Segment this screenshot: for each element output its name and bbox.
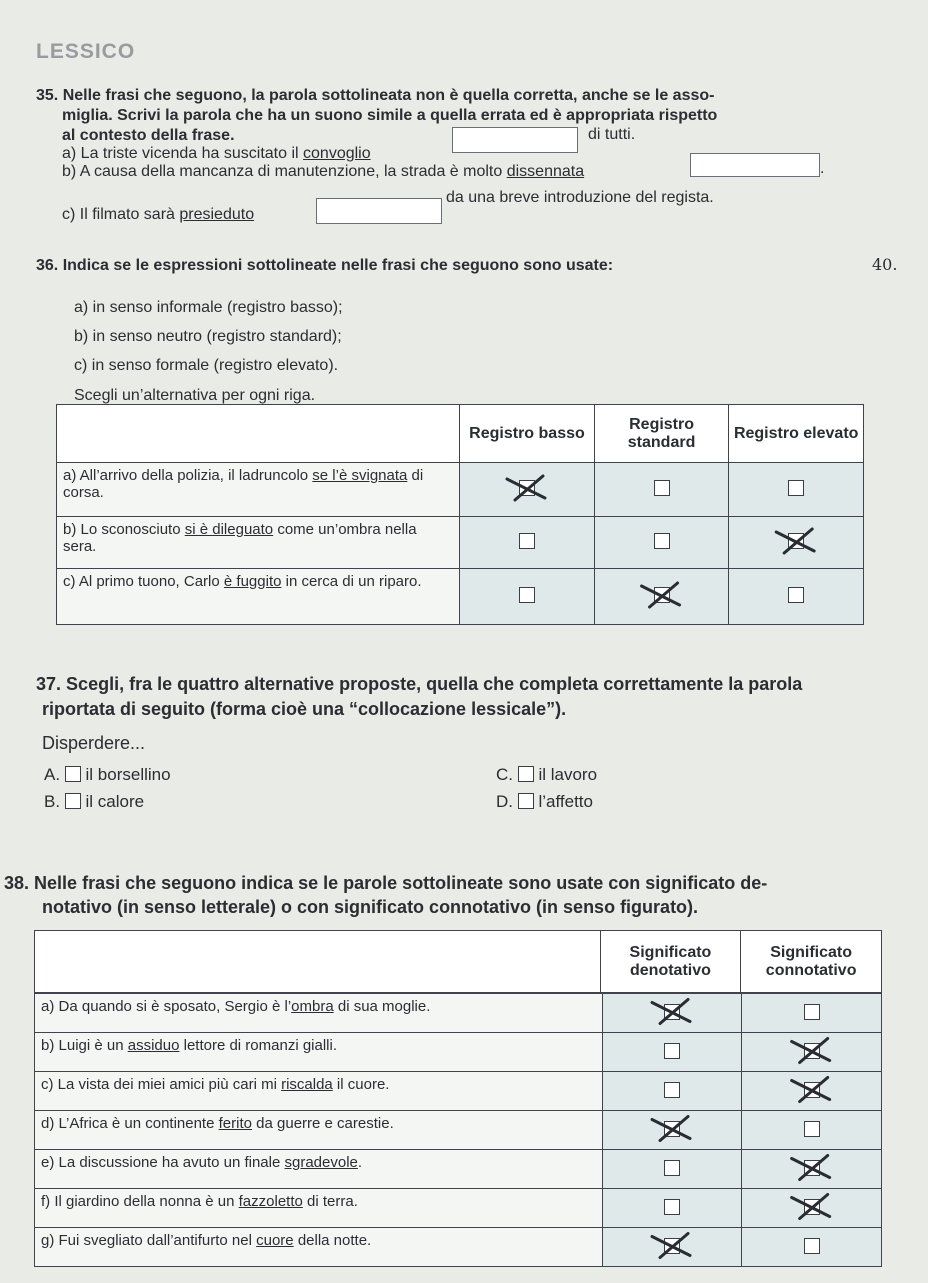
q35-c-post: da una breve introduzione del regista. (446, 189, 714, 206)
q35-a-answer-field[interactable] (452, 127, 578, 153)
q38-b-denotativo[interactable] (602, 1033, 742, 1072)
q38-a-connotativo[interactable] (742, 994, 882, 1033)
q38-table (34, 930, 882, 993)
table-row (35, 1228, 882, 1267)
row-text: g) Fui svegliato dall’antifurto nel (41, 1232, 257, 1249)
table-row (35, 1072, 882, 1111)
checkbox[interactable] (664, 1238, 680, 1254)
checkbox[interactable] (804, 1082, 820, 1098)
row-text: a) All’arrivo della polizia, il ladruncolo (63, 467, 313, 484)
checkbox[interactable] (804, 1238, 820, 1254)
q38-c-denotativo[interactable] (602, 1072, 742, 1111)
checkbox[interactable] (664, 1004, 680, 1020)
q37-instruction-line1: Scegli, fra le quattro alternative proposte, quella che completa correttamente la parola (66, 674, 803, 694)
q36-number: 36. (36, 257, 59, 274)
row-text: b) Luigi è un (41, 1037, 128, 1054)
q35-item-a (62, 145, 371, 163)
q38-b-connotativo[interactable] (742, 1033, 882, 1072)
q38-e-connotativo[interactable] (742, 1150, 882, 1189)
q37-option-b[interactable] (44, 792, 144, 812)
checkbox[interactable] (519, 533, 535, 549)
q38-row-f-label (35, 1189, 603, 1228)
checkbox[interactable] (518, 766, 534, 782)
checkbox[interactable] (654, 587, 670, 603)
q38-row-d-label (35, 1111, 603, 1150)
table-row (35, 1150, 882, 1189)
q37-option-a[interactable] (44, 765, 171, 785)
q35-b-text: b) A causa della mancanza di manutenzione, la strada è molto (62, 163, 503, 180)
q35-number: 35. (36, 87, 59, 104)
checkbox[interactable] (518, 793, 534, 809)
option-text: il lavoro (538, 765, 598, 784)
q37-prompt: Disperdere... (42, 733, 146, 753)
q35-b-post: . (820, 160, 825, 177)
q35-instruction-line2: miglia. Scrivi la parola che ha un suono simile a quella errata ed è appropriata rispetto (62, 107, 718, 124)
q35-item-c (62, 206, 254, 224)
q36-header-empty (57, 405, 460, 463)
row-text: f) Il giardino della nonna è un (41, 1193, 239, 1210)
q37-instruction-line2: riportata di seguito (forma cioè una “collocazione lessicale”). (42, 699, 567, 719)
q37-number: 37. (36, 674, 62, 694)
table-row (57, 569, 864, 625)
row-text: d) L’Africa è un continente (41, 1115, 219, 1132)
option-text: il borsellino (85, 765, 171, 784)
q38-header-empty (35, 931, 601, 993)
row-text: come un’ombra nella sera. (63, 521, 417, 555)
row-text: in cerca di un riparo. (281, 573, 422, 590)
checkbox[interactable] (65, 766, 81, 782)
row-word: ombra (291, 998, 334, 1015)
row-text: da guerre e carestie. (251, 1115, 394, 1132)
q36-a-elevato[interactable] (729, 463, 864, 517)
checkbox[interactable] (788, 533, 804, 549)
q38-row-g-label (35, 1228, 603, 1267)
q36-option-a: a) in senso informale (registro basso); (74, 299, 343, 316)
q38-d-denotativo[interactable] (602, 1111, 742, 1150)
q36-b-basso[interactable] (460, 517, 595, 569)
table-row (35, 1189, 882, 1228)
checkbox[interactable] (664, 1160, 680, 1176)
q38-header-denotativo: Significato denotativo (600, 931, 741, 993)
row-text: di corsa. (63, 467, 424, 501)
q35-c-text: c) Il filmato sarà (62, 206, 175, 223)
q35-a-post: di tutti. (588, 126, 636, 143)
option-letter: D. (496, 792, 513, 811)
row-word: assiduo (127, 1037, 180, 1054)
q38-row-e-label (35, 1150, 603, 1189)
q36-c-elevato[interactable] (729, 569, 864, 625)
row-word: se l’è svignata (312, 467, 408, 484)
q38-row-a-label (35, 994, 603, 1033)
q36-choose: Scegli un’alternativa per ogni riga. (74, 387, 316, 404)
q35-instruction-line1: Nelle frasi che seguono, la parola sottolineata non è quella corretta, anche se le asso- (62, 87, 715, 104)
row-word: cuore (256, 1232, 294, 1249)
row-word: ferito (218, 1115, 252, 1132)
checkbox[interactable] (804, 1004, 820, 1020)
q35-a-word: convoglio (303, 145, 371, 162)
row-text: il cuore. (332, 1076, 390, 1093)
q35-b-answer-field[interactable] (690, 153, 820, 177)
row-word: riscalda (281, 1076, 333, 1093)
q36-c-basso[interactable] (460, 569, 595, 625)
row-word: fazzoletto (238, 1193, 303, 1210)
q36-option-b: b) in senso neutro (registro standard); (74, 328, 342, 345)
q38-number: 38. (4, 873, 30, 893)
table-row (35, 1033, 882, 1072)
row-text: di terra. (302, 1193, 358, 1210)
checkbox[interactable] (788, 587, 804, 603)
q38-d-connotativo[interactable] (742, 1111, 882, 1150)
row-text: di sua moglie. (333, 998, 431, 1015)
table-row (35, 1111, 882, 1150)
q35-instruction (36, 87, 714, 105)
row-word: è fuggito (223, 573, 282, 590)
checkbox[interactable] (804, 1199, 820, 1215)
row-text: b) Lo sconosciuto (63, 521, 185, 538)
q37-option-c[interactable] (496, 765, 597, 785)
q36-header-elevato: Registro elevato (729, 405, 864, 463)
q37-option-d[interactable] (496, 792, 593, 812)
checkbox[interactable] (788, 480, 804, 496)
q36-instruction (36, 257, 613, 275)
row-text: c) La vista dei miei amici più cari mi (41, 1076, 282, 1093)
checkbox[interactable] (664, 1199, 680, 1215)
option-letter: C. (496, 765, 513, 784)
q36-row-b-label (57, 517, 460, 569)
q38-g-denotativo[interactable] (602, 1228, 742, 1267)
row-text: c) Al primo tuono, Carlo (63, 573, 224, 590)
checkbox[interactable] (804, 1043, 820, 1059)
checkbox[interactable] (804, 1121, 820, 1137)
option-text: l’affetto (538, 792, 593, 811)
q38-row-c-label (35, 1072, 603, 1111)
q35-b-word: dissennata (506, 163, 585, 180)
q35-instruction-line3: al contesto della frase. (62, 127, 235, 144)
table-row (57, 463, 864, 517)
row-text: . (357, 1154, 363, 1171)
q38-row-b-label (35, 1033, 603, 1072)
q38-g-connotativo[interactable] (742, 1228, 882, 1267)
row-text: lettore di romanzi gialli. (179, 1037, 338, 1054)
section-title: LESSICO (36, 40, 136, 63)
q38-instruction-line1: Nelle frasi che seguono indica se le parole sottolineate sono usate con significato de- (34, 873, 768, 893)
q36-a-standard[interactable] (594, 463, 729, 517)
q38-a-denotativo[interactable] (602, 994, 742, 1033)
checkbox[interactable] (519, 587, 535, 603)
q38-header-connotativo: Significato connotativo (741, 931, 882, 993)
checkbox[interactable] (519, 480, 535, 496)
option-letter: A. (44, 765, 61, 784)
q36-row-c-label (57, 569, 460, 625)
checkbox[interactable] (65, 793, 81, 809)
q36-row-a-label (57, 463, 460, 517)
q38-instruction (4, 873, 767, 894)
checkbox[interactable] (664, 1121, 680, 1137)
checkbox[interactable] (654, 533, 670, 549)
option-text: il calore (85, 792, 145, 811)
margin-note: 40. (872, 255, 898, 274)
checkbox[interactable] (664, 1082, 680, 1098)
checkbox[interactable] (664, 1043, 680, 1059)
row-text: della notte. (293, 1232, 372, 1249)
q36-b-standard[interactable] (594, 517, 729, 569)
checkbox[interactable] (654, 480, 670, 496)
q35-a-text: a) La triste vicenda ha suscitato il (62, 145, 299, 162)
table-row (35, 994, 882, 1033)
q38-e-denotativo[interactable] (602, 1150, 742, 1189)
row-text: e) La discussione ha avuto un finale (41, 1154, 285, 1171)
q35-c-answer-field[interactable] (316, 198, 442, 224)
checkbox[interactable] (804, 1160, 820, 1176)
row-text: a) Da quando si è sposato, Sergio è l’ (41, 998, 292, 1015)
q38-f-denotativo[interactable] (602, 1189, 742, 1228)
q38-table-body (34, 993, 882, 1267)
q35-c-word: presieduto (179, 206, 255, 223)
q37-instruction (36, 674, 802, 695)
q36-header-basso: Registro basso (460, 405, 595, 463)
q36-a-basso[interactable] (460, 463, 595, 517)
q38-f-connotativo[interactable] (742, 1189, 882, 1228)
q36-header-standard: Registro standard (594, 405, 729, 463)
q38-instruction-line2: notativo (in senso letterale) o con significato connotativo (in senso figurato). (42, 897, 699, 917)
q36-instruction-text: Indica se le espressioni sottolineate nelle frasi che seguono sono usate: (62, 257, 614, 274)
row-word: si è dileguato (184, 521, 274, 538)
q36-c-standard[interactable] (594, 569, 729, 625)
q36-option-c: c) in senso formale (registro elevato). (74, 357, 339, 374)
q38-c-connotativo[interactable] (742, 1072, 882, 1111)
table-row (57, 517, 864, 569)
row-word: sgradevole (284, 1154, 358, 1171)
q35-item-b (62, 163, 584, 181)
option-letter: B. (44, 792, 61, 811)
q36-b-elevato[interactable] (729, 517, 864, 569)
q36-table (56, 404, 864, 625)
